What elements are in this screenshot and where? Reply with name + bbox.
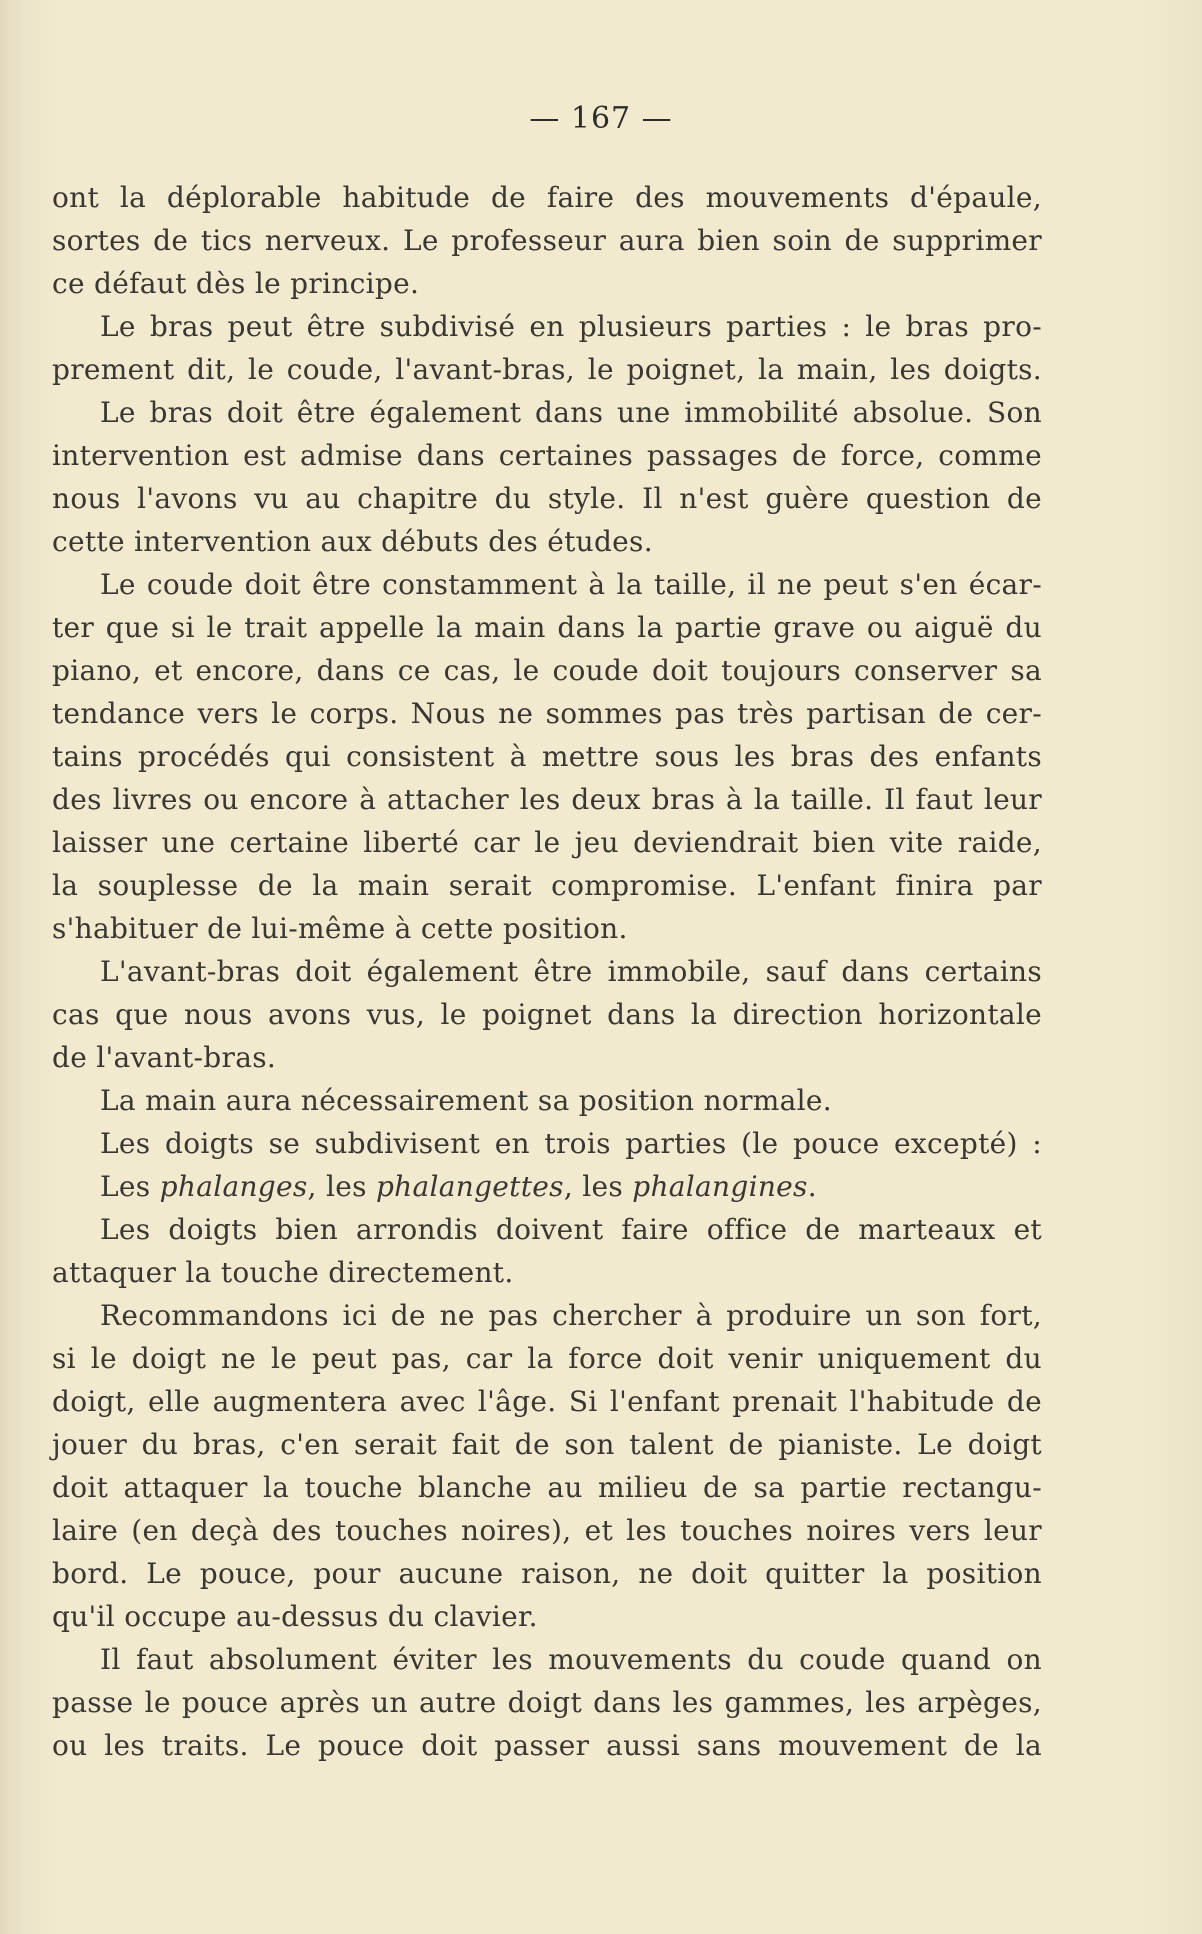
text-line: la souplesse de la main serait compromise. L'enfant finira par [52, 869, 1042, 902]
text-line: jouer du bras, c'en serait fait de son talent de pianiste. Le doigt [52, 1428, 1042, 1461]
text-line: Les doigts bien arrondis doivent faire office de marteaux et [100, 1213, 1042, 1246]
text-line: ont la déplorable habitude de faire des mouvements d'épaule, [52, 181, 1042, 214]
text-line: prement dit, le coude, l'avant-bras, le poignet, la main, les doigts. [52, 353, 1042, 386]
text-line: de l'avant-bras. [52, 1041, 277, 1074]
text-line [52, 1165, 1042, 1208]
text-line: qu'il occupe au-dessus du clavier. [52, 1600, 538, 1633]
text-line: Recommandons ici de ne pas chercher à produire un son fort, [100, 1299, 1042, 1332]
page-number: — 167 — [529, 101, 673, 136]
text-line: sortes de tics nerveux. Le professeur aura bien soin de supprimer [52, 224, 1042, 257]
text-line: Le bras doit être également dans une immobilité absolue. Son [100, 396, 1042, 429]
text-segment: , les [307, 1170, 376, 1203]
text-line: tains procédés qui consistent à mettre sous les bras des enfants [52, 740, 1042, 773]
text-line: Il faut absolument éviter les mouvements du coude quand on [100, 1643, 1042, 1676]
text-line: Les doigts se subdivisent en trois parties (le pouce excepté) : [100, 1127, 1042, 1160]
text-line: des livres ou encore à attacher les deux bras à la taille. Il faut leur [52, 783, 1042, 816]
text-line: cas que nous avons vus, le poignet dans la direction horizontale [52, 998, 1042, 1031]
text-line: ter que si le trait appelle la main dans la partie grave ou aiguë du [52, 611, 1042, 644]
text-segment: . [807, 1170, 817, 1203]
text-line: Le bras peut être subdivisé en plusieurs parties : le bras pro- [100, 310, 1042, 343]
italic-term: phalangettes [375, 1170, 564, 1203]
text-line: passe le pouce après un autre doigt dans les gammes, les arpèges, [52, 1686, 1042, 1719]
text-line: s'habituer de lui-même à cette position. [52, 912, 628, 945]
text-segment: Les [100, 1170, 160, 1203]
text-segment: , les [563, 1170, 633, 1203]
text-line: attaquer la touche directement. [52, 1256, 514, 1289]
text-line: cette intervention aux débuts des études. [52, 525, 653, 558]
text-line: doigt, elle augmentera avec l'âge. Si l'enfant prenait l'habitude de [52, 1385, 1042, 1418]
text-line: piano, et encore, dans ce cas, le coude doit toujours conserver sa [52, 654, 1042, 687]
text-line: laisser une certaine liberté car le jeu deviendrait bien vite raide, [52, 826, 1042, 859]
text-line: La main aura nécessairement sa position normale. [100, 1084, 832, 1117]
text-body [52, 176, 1042, 1767]
text-line: tendance vers le corps. Nous ne sommes pas très partisan de cer- [52, 697, 1042, 730]
text-line: laire (en deçà des touches noires), et les touches noires vers leur [52, 1514, 1042, 1547]
text-line: ou les traits. Le pouce doit passer aussi sans mouvement de la [52, 1729, 1042, 1762]
text-line: nous l'avons vu au chapitre du style. Il n'est guère question de [52, 482, 1042, 515]
italic-term: phalanges [159, 1170, 308, 1203]
text-line: ce défaut dès le principe. [52, 267, 420, 300]
text-line: intervention est admise dans certaines passages de force, comme [52, 439, 1042, 472]
text-line: L'avant-bras doit également être immobile, sauf dans certains [100, 955, 1042, 988]
text-line: doit attaquer la touche blanche au milieu de sa partie rectangu- [52, 1471, 1042, 1504]
text-line: si le doigt ne le peut pas, car la force doit venir uniquement du [52, 1342, 1042, 1375]
text-line: bord. Le pouce, pour aucune raison, ne doit quitter la position [52, 1557, 1042, 1590]
text-line: Le coude doit être constamment à la taille, il ne peut s'en écar- [100, 568, 1042, 601]
italic-term: phalangines [632, 1170, 808, 1203]
